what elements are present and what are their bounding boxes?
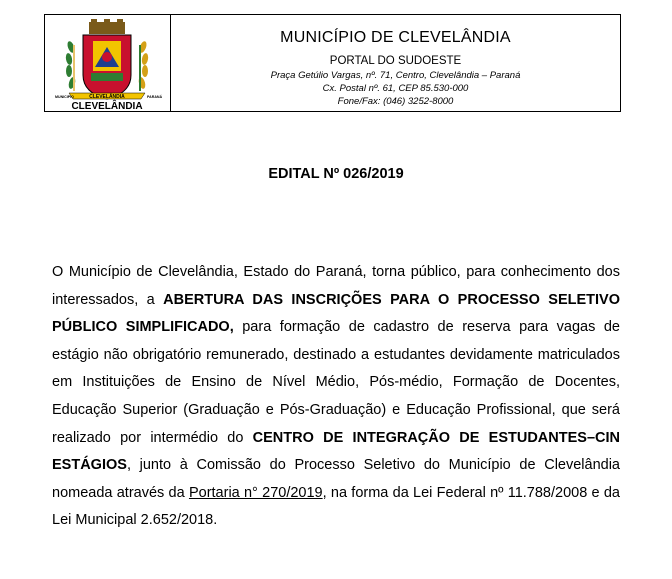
address-line-1: Praça Getúlio Vargas, nº. 71, Centro, Clevelândia – Paraná <box>270 70 521 81</box>
edital-title: EDITAL Nº 026/2019 <box>268 166 404 182</box>
letterhead-text <box>171 15 620 111</box>
right-wheat-icon <box>138 40 149 91</box>
municipality-title: MUNICÍPIO DE CLEVELÂNDIA <box>280 29 511 46</box>
paragraph-text-4: , na forma da Lei Federal nº 11.788/2008 e da Lei Municipal 2.652/2018. <box>52 484 621 529</box>
edital-paragraph <box>52 259 620 535</box>
paragraph-text-1: O Município de Clevelândia, Estado do Paraná, torna público, para conhecimento dos interessados, a <box>52 264 620 308</box>
portaria-link[interactable]: Portaria n° 270/2019 <box>188 484 323 501</box>
paragraph-text-3: , junto à Comissão do Processo Seletivo do Município de Clevelândia nomeada através da <box>52 457 620 501</box>
municipal-crest-logo <box>51 17 163 111</box>
left-laurel-icon <box>65 40 76 91</box>
logo-name-text: CLEVELÂNDIA <box>71 101 143 111</box>
logo-text-municipio: MUNICIPIO <box>55 95 74 99</box>
phone-line: Fone/Fax: (046) 3252-8000 <box>337 96 454 107</box>
logo-text-parana: PARANÁ <box>147 95 163 99</box>
letterhead <box>44 14 621 112</box>
paragraph-bold-2: CENTRO DE INTEGRAÇÃO DE ESTUDANTES–CIN ESTÁGIOS <box>52 429 620 474</box>
paragraph-bold-1: ABERTURA DAS INSCRIÇÕES PARA O PROCESSO SELETIVO PÚBLICO SIMPLIFICADO, <box>52 291 620 336</box>
crest-box <box>45 15 171 111</box>
logo-banner-text: CLEVELÂNDIA <box>89 94 125 100</box>
address-line-2: Cx. Postal nº. 61, CEP 85.530-000 <box>322 83 469 94</box>
municipality-subtitle: PORTAL DO SUDOESTE <box>329 55 462 67</box>
crown-icon <box>89 19 125 34</box>
paragraph-text-2: para formação de cadastro de reserva para vagas de estágio não obrigatório remunerado, destinado a estudantes devidamente matriculados em Instituições de Ensino de Nível Médio, Pós-médio, Formação de Docentes, Educação Superior (Graduação e Pós-Graduação) e Educação Profissional, que será realizado por intermédio do <box>52 319 620 446</box>
